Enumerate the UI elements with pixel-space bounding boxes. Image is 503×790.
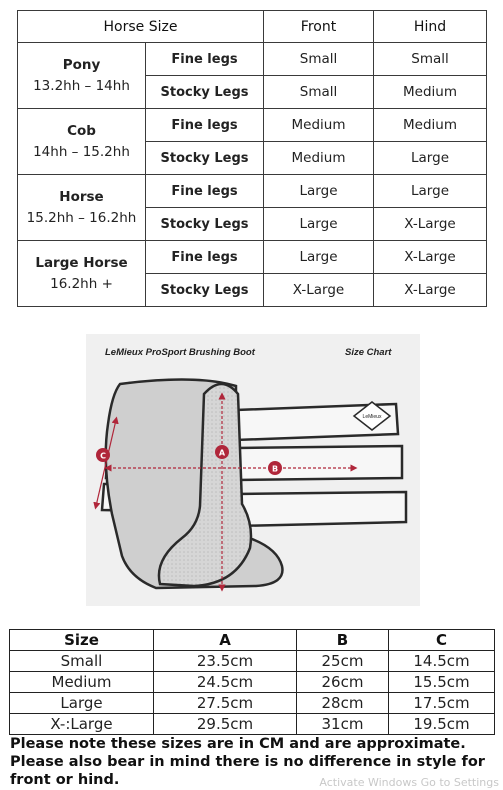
table-row <box>10 714 495 735</box>
c-cell: 17.5cm <box>389 693 495 714</box>
table-header-row <box>18 11 487 43</box>
diagram-title: LeMieux ProSport Brushing Boot <box>105 347 255 358</box>
header-b: B <box>297 630 389 651</box>
header-front: Front <box>264 11 374 43</box>
front-size: Medium <box>264 142 374 175</box>
group-range: 15.2hh – 16.2hh <box>26 209 137 226</box>
label-c-marker <box>96 448 110 462</box>
header-hind: Hind <box>374 11 487 43</box>
leg-type: Stocky Legs <box>146 76 264 109</box>
label-b: B <box>271 464 279 474</box>
hind-size: X-Large <box>374 274 487 307</box>
header-a: A <box>154 630 297 651</box>
leg-type: Stocky Legs <box>146 208 264 241</box>
leg-type: Fine legs <box>146 241 264 274</box>
table-row <box>18 175 487 208</box>
group-cell-pony <box>18 43 146 109</box>
fastening-strap-2 <box>236 446 402 480</box>
front-size: Medium <box>264 109 374 142</box>
size-cell: Large <box>10 693 154 714</box>
label-c: C <box>100 451 106 461</box>
front-size: X-Large <box>264 274 374 307</box>
leg-type: Stocky Legs <box>146 274 264 307</box>
size-cell: X-:Large <box>10 714 154 735</box>
hind-size: Medium <box>374 76 487 109</box>
table-header-row <box>10 630 495 651</box>
diagram-subtitle: Size Chart <box>345 347 392 358</box>
group-name: Cob <box>67 122 96 139</box>
hind-size: Large <box>374 142 487 175</box>
front-size: Small <box>264 43 374 76</box>
b-cell: 31cm <box>297 714 389 735</box>
c-cell: 14.5cm <box>389 651 495 672</box>
a-cell: 24.5cm <box>154 672 297 693</box>
table-row <box>18 241 487 274</box>
label-a: A <box>218 448 226 458</box>
size-cell: Small <box>10 651 154 672</box>
group-cell-cob <box>18 109 146 175</box>
hind-size: Medium <box>374 109 487 142</box>
group-name: Horse <box>59 188 104 205</box>
leg-type: Stocky Legs <box>146 142 264 175</box>
a-cell: 23.5cm <box>154 651 297 672</box>
leg-type: Fine legs <box>146 43 264 76</box>
measurement-table <box>9 629 495 735</box>
table-row <box>18 43 487 76</box>
header-horse-size: Horse Size <box>18 11 264 43</box>
hind-size: Small <box>374 43 487 76</box>
boot-size-diagram <box>86 334 420 606</box>
b-cell: 28cm <box>297 693 389 714</box>
size-note: Please note these sizes are in CM and are approximate. Please also bear in mind there is no difference in style for front or hind. <box>10 736 485 788</box>
table-row <box>10 693 495 714</box>
hind-size: Large <box>374 175 487 208</box>
a-cell: 27.5cm <box>154 693 297 714</box>
header-size: Size <box>10 630 154 651</box>
table-row <box>10 651 495 672</box>
table-row <box>10 672 495 693</box>
fastening-strap-3 <box>236 492 406 526</box>
windows-activation-watermark: Activate Windows Go to Settings <box>319 776 499 789</box>
header-c: C <box>389 630 495 651</box>
group-range: 14hh – 15.2hh <box>33 143 130 160</box>
group-name: Large Horse <box>35 254 128 271</box>
front-size: Large <box>264 208 374 241</box>
hind-size: X-Large <box>374 208 487 241</box>
badge-text: LeMieux <box>362 414 382 420</box>
hind-size: X-Large <box>374 241 487 274</box>
b-cell: 25cm <box>297 651 389 672</box>
group-name: Pony <box>62 56 101 73</box>
group-range: 16.2hh + <box>50 275 113 292</box>
table-row <box>18 109 487 142</box>
front-size: Large <box>264 241 374 274</box>
group-cell-horse <box>18 175 146 241</box>
horse-size-table <box>17 10 487 307</box>
c-cell: 19.5cm <box>389 714 495 735</box>
group-range: 13.2hh – 14hh <box>33 77 130 94</box>
boot-illustration <box>86 334 420 606</box>
front-size: Large <box>264 175 374 208</box>
c-cell: 15.5cm <box>389 672 495 693</box>
group-cell-large-horse <box>18 241 146 307</box>
front-size: Small <box>264 76 374 109</box>
label-b-marker <box>268 461 282 475</box>
a-cell: 29.5cm <box>154 714 297 735</box>
label-a-marker <box>215 445 229 459</box>
size-cell: Medium <box>10 672 154 693</box>
leg-type: Fine legs <box>146 109 264 142</box>
leg-type: Fine legs <box>146 175 264 208</box>
b-cell: 26cm <box>297 672 389 693</box>
